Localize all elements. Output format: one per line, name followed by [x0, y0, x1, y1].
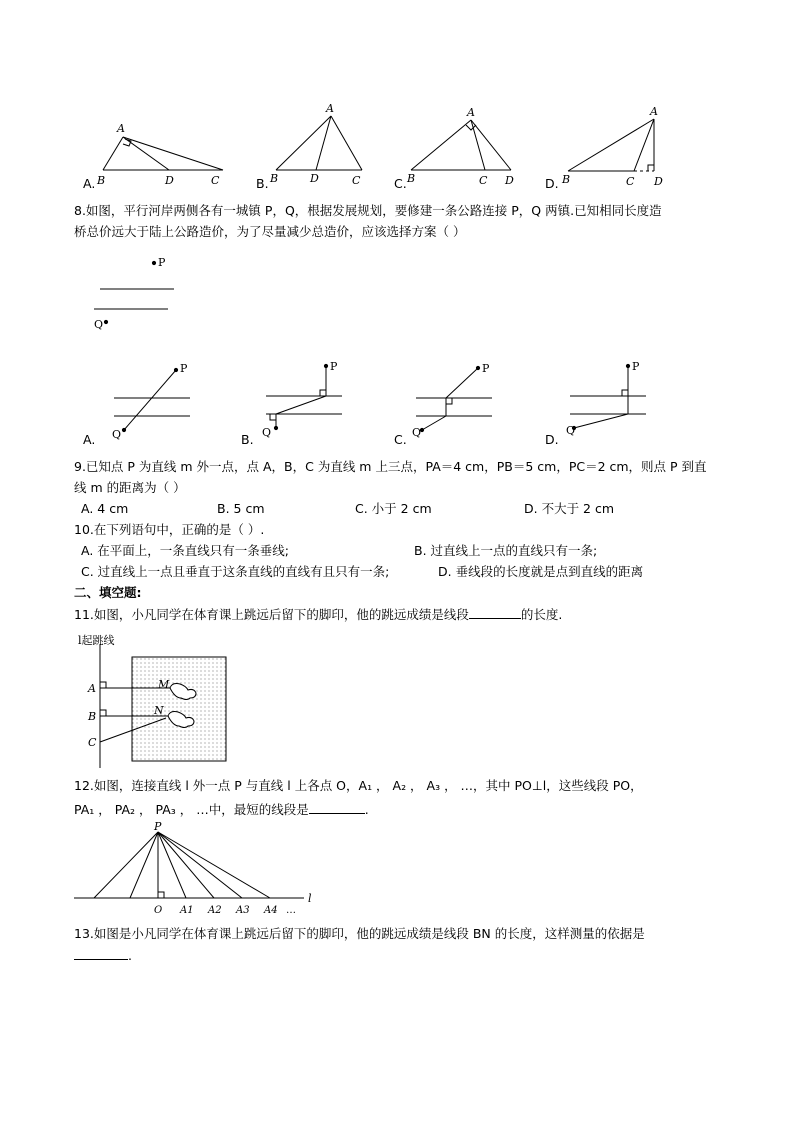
- q11-figure: [76, 630, 246, 770]
- q12-pt-P: P: [154, 820, 162, 833]
- q12-text-line2-before: PA₁ ， PA₂ ， PA₃ ， …中，最短的线段是: [74, 802, 309, 817]
- q8-option-d-label: D.: [545, 432, 559, 447]
- q7b-pt-B: B: [270, 172, 279, 185]
- q11-pt-C: C: [88, 736, 97, 749]
- q11-text-before: 11.如图，小凡同学在体育课上跳远后留下的脚印，他的跳远成绩是线段: [74, 607, 469, 622]
- q8-main-figure: [86, 254, 186, 334]
- q8-text-line2: 桥总价远大于陆上公路造价，为了尽量减少总造价，应该选择方案（ ）: [74, 224, 466, 239]
- q7a-pt-A: A: [117, 122, 125, 135]
- q7a-pt-D: D: [165, 174, 174, 187]
- svg-text:Q: Q: [112, 428, 122, 441]
- q7-figure-d: [558, 103, 673, 191]
- q12-pt-O: O: [154, 905, 163, 916]
- q11-start-line-label: l起跳线: [78, 634, 115, 647]
- q7c-pt-A: A: [467, 106, 475, 119]
- q11-text: [74, 606, 562, 623]
- q7-option-d-label: D.: [545, 176, 559, 191]
- svg-text:Q: Q: [262, 426, 272, 439]
- q12-pt-A4: A4: [264, 905, 278, 916]
- q8-option-b-figure: [258, 358, 350, 444]
- q8-option-d-figure: [562, 358, 654, 442]
- svg-text:Q: Q: [566, 424, 576, 437]
- q11-pt-A: A: [88, 682, 96, 695]
- q7-figure-c: [403, 102, 528, 190]
- q7-option-c-label: C.: [394, 176, 407, 191]
- q12-answer-blank[interactable]: [309, 801, 365, 814]
- svg-text:P: P: [180, 362, 188, 375]
- q8-point-p: P: [158, 256, 166, 269]
- q13-text-line2: [74, 947, 132, 964]
- q9-option-d: D. 不大于 2 cm: [524, 501, 615, 516]
- q11-answer-blank[interactable]: [469, 606, 521, 619]
- q8-option-c-label: C.: [394, 432, 407, 447]
- q7d-pt-B: B: [562, 173, 571, 186]
- q7d-pt-C: C: [626, 175, 635, 188]
- q12-pt-ellipsis: …: [286, 905, 296, 916]
- q11-pt-N: N: [154, 704, 164, 717]
- q7c-pt-B: B: [407, 172, 416, 185]
- q7-figure-b: [268, 100, 368, 190]
- q7-figure-a: [95, 118, 230, 190]
- q11-text-after: 的长度.: [520, 607, 563, 622]
- q12-text-line1: 12.如图，连接直线 l 外一点 P 与直线 l 上各点 O，A₁ ， A₂ ， A₃ ， …，其中 PO⊥l，这些线段 PO，: [74, 778, 643, 793]
- q11-pt-B: B: [88, 710, 97, 723]
- q8-point-q: Q: [94, 318, 104, 331]
- q7b-pt-D: D: [310, 172, 319, 185]
- q7b-pt-C: C: [352, 174, 361, 187]
- q13-answer-blank[interactable]: [74, 947, 128, 960]
- q10-option-d: D. 垂线段的长度就是点到直线的距离: [438, 564, 644, 579]
- q7a-pt-C: C: [211, 174, 220, 187]
- q10-option-c: C. 过直线上一点且垂直于这条直线的直线有且只有一条;: [81, 564, 390, 579]
- q12-figure: [72, 820, 332, 920]
- svg-text:P: P: [482, 362, 490, 375]
- q8-option-b-label: B.: [241, 432, 254, 447]
- q9-option-b: B. 5 cm: [217, 501, 265, 516]
- svg-text:P: P: [632, 360, 640, 373]
- q9-option-a: A. 4 cm: [81, 501, 129, 516]
- q12-text-line2-after: .: [364, 802, 369, 817]
- q7-option-a-label: A.: [83, 176, 96, 191]
- q11-pt-M: M: [158, 678, 170, 691]
- q7d-pt-A: A: [650, 105, 658, 118]
- q12-pt-A1: A1: [180, 905, 194, 916]
- q13-text-line1: 13.如图是小凡同学在体育课上跳远后留下的脚印，他的跳远成绩是线段 BN 的长度，这样测量的依据是: [74, 926, 645, 941]
- q9-text-line1: 9.已知点 P 为直线 m 外一点，点 A，B，C 为直线 m 上三点，PA＝4 cm，PB＝5 cm，PC＝2 cm，则点 P 到直: [74, 459, 707, 474]
- q12-text-line2: [74, 801, 369, 818]
- q8-option-a-label: A.: [83, 432, 96, 447]
- q7d-pt-D: D: [654, 175, 663, 188]
- q13-text-line2-end: .: [128, 948, 132, 963]
- q10-option-a: A. 在平面上，一条直线只有一条垂线;: [81, 543, 289, 558]
- q12-line-l: l: [308, 892, 312, 905]
- q8-option-c-figure: [408, 360, 500, 444]
- svg-text:P: P: [330, 360, 338, 373]
- svg-text:Q: Q: [412, 426, 422, 439]
- q9-option-c: C. 小于 2 cm: [355, 501, 432, 516]
- section-2-title: 二、填空题:: [74, 585, 142, 600]
- q7c-pt-C: C: [479, 174, 488, 187]
- q10-text: 10.在下列语句中，正确的是（ ）.: [74, 522, 265, 537]
- q9-text-line2: 线 m 的距离为（ ）: [74, 480, 186, 495]
- q7a-pt-B: B: [97, 174, 106, 187]
- q7b-pt-A: A: [326, 102, 334, 115]
- q7-option-b-label: B.: [256, 176, 269, 191]
- q10-option-b: B. 过直线上一点的直线只有一条;: [414, 543, 598, 558]
- q8-text-line1: 8.如图，平行河岸两侧各有一城镇 P，Q，根据发展规划，要修建一条公路连接 P，Q 两镇.已知相同长度造: [74, 203, 662, 218]
- q12-pt-A2: A2: [208, 905, 222, 916]
- q12-pt-A3: A3: [236, 905, 250, 916]
- q7c-pt-D: D: [505, 174, 514, 187]
- q8-option-a-figure: [106, 360, 196, 444]
